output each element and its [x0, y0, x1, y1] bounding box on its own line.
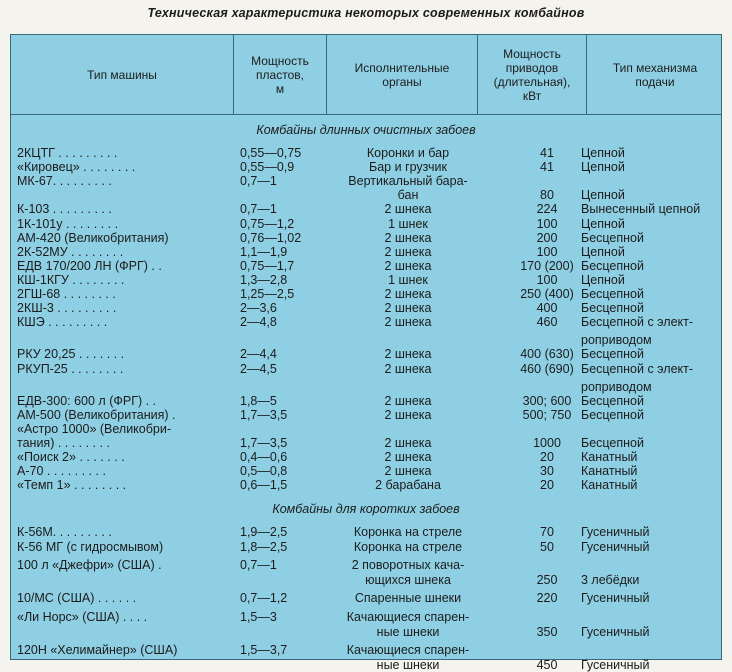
working-organ-cell: 1 шнек	[388, 216, 428, 231]
drive-power-cell: 224	[536, 202, 558, 217]
working-organ-cell: 2 шнека	[384, 407, 432, 422]
machine-name-cell: К-56М. . . . . . . . .	[17, 525, 112, 539]
working-organ-cell: Спаренные шнеки	[354, 591, 462, 606]
machine-name-cell: 2К-52МУ . . . . . . . .	[17, 244, 124, 259]
working-organ-cell: 2 шнека	[384, 230, 432, 245]
seam-thickness-cell: 2—3,6	[240, 301, 277, 316]
seam-thickness-cell: 1,5—3	[240, 610, 277, 624]
working-organ-cell: 2 шнека	[384, 436, 432, 450]
working-organ-cell: 2 шнека	[384, 464, 432, 479]
working-organ-cell: Качающиеся спарен-	[346, 610, 470, 624]
seam-thickness-cell: 0,7—1	[240, 202, 277, 217]
drive-power-cell: 460 (690)	[520, 361, 574, 376]
feed-type-cell: Канатный	[581, 478, 638, 493]
drive-power-cell: 41	[540, 146, 554, 160]
machine-name-cell: 100 л «Джефри» (США) .	[17, 558, 162, 573]
working-organ-cell: Коронка на стреле	[353, 539, 463, 554]
machine-name-cell: «Астро 1000» (Великобри-	[17, 421, 172, 436]
feed-type-cell: Канатный	[581, 450, 638, 465]
drive-power-cell: 400 (630)	[520, 347, 574, 362]
drive-power-cell: 350	[536, 624, 558, 639]
seam-thickness-cell: 0,55—0,75	[240, 146, 302, 160]
feed-type-cell: Гусеничный	[581, 525, 650, 539]
machine-name-cell: МК-67. . . . . . . . .	[17, 174, 112, 189]
feed-type-cell: роприводом	[581, 333, 652, 348]
table-title: Техническая характеристика некоторых современных комбайнов	[147, 6, 585, 20]
seam-thickness-cell: 0,4—0,6	[240, 450, 288, 465]
machine-name-cell: КШ-1КГУ . . . . . . . .	[17, 272, 125, 287]
machine-name-cell: «Ли Норс» (США) . . . .	[17, 610, 148, 624]
feed-type-cell: Цепной	[581, 216, 625, 231]
feed-type-cell: 3 лебёдки	[581, 572, 640, 587]
feed-type-cell: Бесцепной	[581, 436, 644, 450]
header-machine-type: Тип машины	[87, 67, 157, 82]
feed-type-cell: Канатный	[581, 464, 638, 479]
drive-power-cell: 300; 600	[522, 393, 572, 408]
seam-thickness-cell: 2—4,8	[240, 315, 277, 330]
working-organ-cell: ющихся шнека	[365, 572, 451, 587]
seam-thickness-cell: 0,5—0,8	[240, 464, 288, 479]
seam-thickness-cell: 0,76—1,02	[240, 230, 302, 245]
working-organ-cell: 2 шнека	[384, 315, 432, 330]
seam-thickness-cell: 0,7—1,2	[240, 591, 288, 606]
drive-power-cell: 30	[540, 464, 554, 479]
section-long-faces: Комбайны длинных очистных забоев	[256, 123, 476, 137]
working-organ-cell: 2 шнека	[384, 258, 432, 273]
seam-thickness-cell: 0,7—1	[240, 174, 277, 189]
drive-power-cell: 170 (200)	[520, 258, 574, 273]
machine-name-cell: ЕДВ 170/200 ЛН (ФРГ) . .	[17, 258, 162, 273]
feed-type-cell: Гусеничный	[581, 539, 650, 554]
feed-type-cell: Бесцепной	[581, 258, 644, 273]
working-organ-cell: бан	[397, 188, 419, 203]
seam-thickness-cell: 1,1—1,9	[240, 244, 288, 259]
drive-power-cell: 20	[540, 450, 554, 465]
working-organ-cell: ные шнеки	[376, 657, 440, 672]
seam-thickness-cell: 0,6—1,5	[240, 478, 288, 493]
machine-name-cell: тания) . . . . . . . .	[17, 436, 110, 450]
machine-name-cell: «Кировец» . . . . . . . .	[17, 160, 136, 175]
machine-name-cell: ЕДВ-300: 600 л (ФРГ) . .	[17, 393, 157, 408]
working-organ-cell: 2 шнека	[384, 393, 432, 408]
working-organ-cell: 2 шнека	[384, 301, 432, 316]
machine-name-cell: А-70 . . . . . . . . .	[17, 464, 106, 479]
drive-power-cell: 70	[540, 525, 554, 539]
feed-type-cell: Бесцепной	[581, 287, 644, 301]
seam-thickness-cell: 2—4,4	[240, 347, 277, 362]
feed-type-cell: Цепной	[581, 272, 625, 287]
seam-thickness-cell: 1,7—3,5	[240, 436, 288, 450]
working-organ-cell: 2 шнека	[384, 244, 432, 259]
drive-power-cell: 220	[536, 591, 558, 606]
feed-type-cell: Гусеничный	[581, 657, 650, 672]
spec-table	[10, 34, 722, 672]
drive-power-cell: 100	[536, 272, 558, 287]
drive-power-cell: 50	[540, 539, 554, 554]
working-organ-cell: 2 шнека	[384, 347, 432, 362]
feed-type-cell: Гусеничный	[581, 624, 650, 639]
machine-name-cell: К-56 МГ (с гидросмывом)	[17, 539, 164, 554]
feed-type-cell: Бесцепной	[581, 230, 644, 245]
drive-power-cell: 20	[540, 478, 554, 493]
machine-name-cell: 2КШ-3 . . . . . . . . .	[17, 301, 117, 316]
working-organ-cell: 2 шнека	[384, 450, 432, 465]
machine-name-cell: К-103 . . . . . . . . .	[17, 202, 112, 217]
seam-thickness-cell: 0,55—0,9	[240, 160, 295, 175]
drive-power-cell: 450	[536, 657, 558, 672]
working-organ-cell: Бар и грузчик	[369, 160, 447, 175]
drive-power-cell: 200	[536, 230, 558, 245]
working-organ-cell: 2 шнека	[384, 361, 432, 376]
feed-type-cell: Цепной	[581, 188, 625, 203]
seam-thickness-cell: 2—4,5	[240, 361, 277, 376]
seam-thickness-cell: 1,7—3,5	[240, 407, 288, 422]
seam-thickness-cell: 1,5—3,7	[240, 643, 288, 658]
working-organ-cell: Коронки и бар	[366, 146, 450, 160]
section-short-faces: Комбайны для коротких забоев	[272, 502, 460, 516]
seam-thickness-cell: 1,3—2,8	[240, 272, 288, 287]
drive-power-cell: 500; 750	[522, 407, 572, 422]
header-working-organs: Исполнительные органы	[354, 60, 450, 89]
feed-type-cell: Вынесенный цепной	[581, 202, 701, 217]
working-organ-cell: Коронка на стреле	[353, 525, 463, 539]
machine-name-cell: 2ГШ-68 . . . . . . . .	[17, 287, 116, 301]
feed-type-cell: Цепной	[581, 244, 625, 259]
drive-power-cell: 460	[536, 315, 558, 330]
drive-power-cell: 41	[540, 160, 554, 175]
table-header	[11, 35, 721, 115]
seam-thickness-cell: 0,7—1	[240, 558, 277, 573]
machine-name-cell: АМ-420 (Великобритания)	[17, 230, 169, 245]
drive-power-cell: 100	[536, 244, 558, 259]
drive-power-cell: 1000	[533, 436, 561, 450]
machine-name-cell: «Темп 1» . . . . . . . .	[17, 478, 127, 493]
feed-type-cell: Бесцепной	[581, 407, 644, 422]
machine-name-cell: 2КЦТГ . . . . . . . . .	[17, 146, 118, 160]
header-drive-power: Мощность приводов (длительная), кВт	[493, 46, 571, 103]
working-organ-cell: 2 поворотных кача-	[351, 558, 465, 573]
seam-thickness-cell: 1,9—2,5	[240, 525, 288, 539]
working-organ-cell: 1 шнек	[388, 272, 428, 287]
feed-type-cell: Бесцепной с элект-	[581, 315, 694, 330]
seam-thickness-cell: 0,75—1,7	[240, 258, 295, 273]
machine-name-cell: 1К-101у . . . . . . . .	[17, 216, 119, 231]
machine-name-cell: КШЭ . . . . . . . . .	[17, 315, 108, 330]
working-organ-cell: 2 шнека	[384, 287, 432, 301]
drive-power-cell: 400	[536, 301, 558, 316]
working-organ-cell: Вертикальный бара-	[348, 174, 468, 189]
header-seam-power: Мощность пластов, м	[251, 53, 309, 96]
header-feed-type: Тип механизма подачи	[612, 60, 698, 89]
drive-power-cell: 100	[536, 216, 558, 231]
seam-thickness-cell: 1,8—5	[240, 393, 277, 408]
machine-name-cell: «Поиск 2» . . . . . . .	[17, 450, 125, 465]
feed-type-cell: Бесцепной	[581, 393, 644, 408]
working-organ-cell: ные шнеки	[376, 624, 440, 639]
feed-type-cell: роприводом	[581, 379, 652, 394]
feed-type-cell: Цепной	[581, 146, 625, 160]
machine-name-cell: АМ-500 (Великобритания) .	[17, 407, 176, 422]
seam-thickness-cell: 1,25—2,5	[240, 287, 295, 301]
feed-type-cell: Бесцепной	[581, 347, 644, 362]
drive-power-cell: 250	[536, 572, 558, 587]
feed-type-cell: Гусеничный	[581, 591, 650, 606]
machine-name-cell: 10/МС (США) . . . . . .	[17, 591, 137, 606]
seam-thickness-cell: 0,75—1,2	[240, 216, 295, 231]
feed-type-cell: Бесцепной	[581, 301, 644, 316]
working-organ-cell: Качающиеся спарен-	[346, 643, 470, 658]
working-organ-cell: 2 шнека	[384, 202, 432, 217]
machine-name-cell: РКУ 20,25 . . . . . . .	[17, 347, 125, 362]
drive-power-cell: 250 (400)	[520, 287, 574, 301]
drive-power-cell: 80	[540, 188, 554, 203]
feed-type-cell: Цепной	[581, 160, 625, 175]
working-organ-cell: 2 барабана	[375, 478, 441, 493]
machine-name-cell: 120Н «Хелимайнер» (США)	[17, 643, 178, 658]
machine-name-cell: РКУП-25 . . . . . . . .	[17, 361, 124, 376]
feed-type-cell: Бесцепной с элект-	[581, 361, 694, 376]
seam-thickness-cell: 1,8—2,5	[240, 539, 288, 554]
